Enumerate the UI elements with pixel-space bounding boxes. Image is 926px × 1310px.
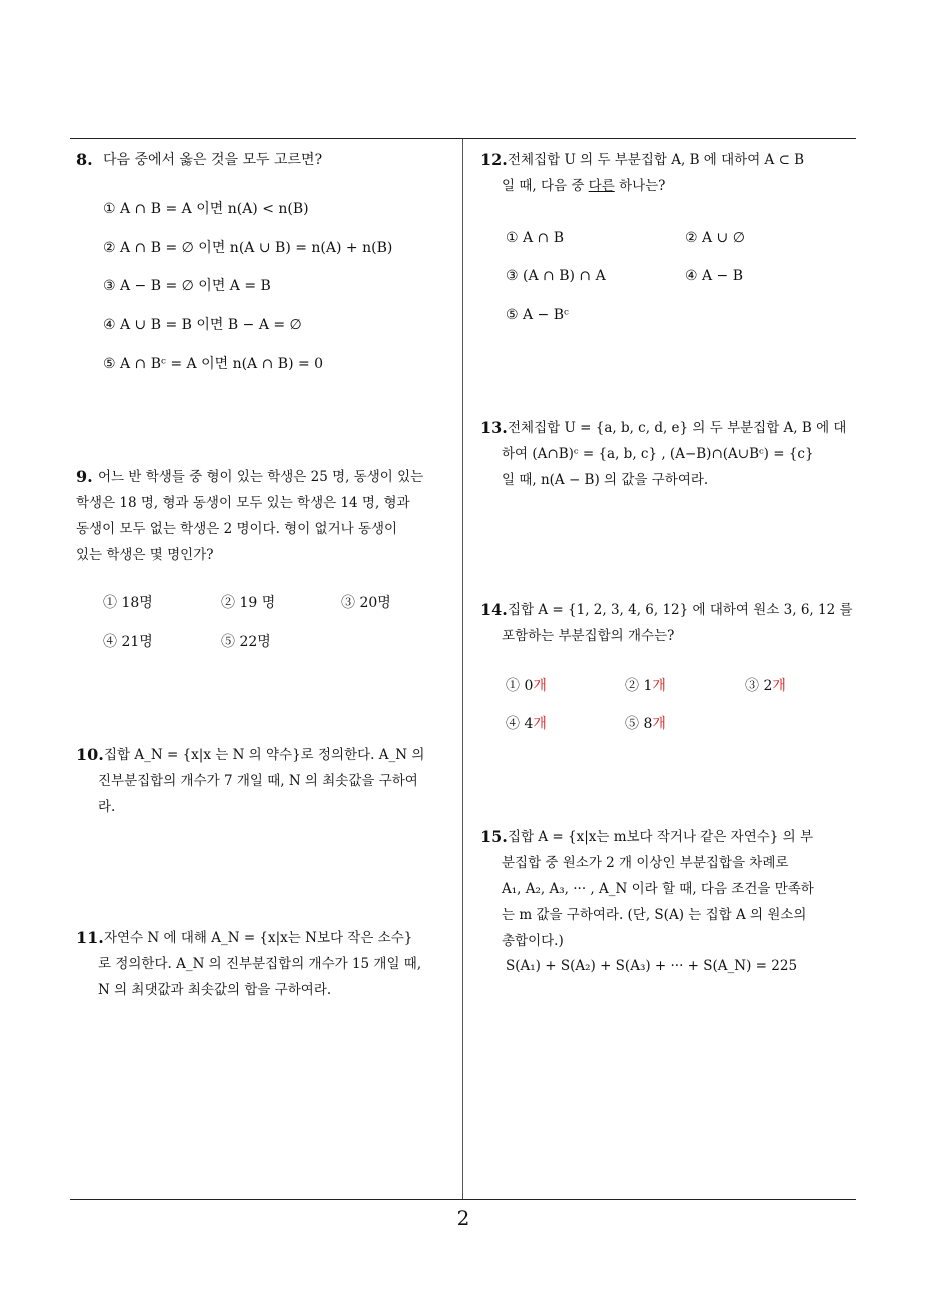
problem-9-option-2[interactable]: ② 19 명 (221, 595, 276, 611)
problem-14-option-5[interactable] (625, 714, 666, 734)
problem-15-line-1: 집합 A = {x|x는 m보다 작거나 같은 자연수} 의 부 (508, 829, 814, 845)
problem-12-option-2[interactable]: ② A ∪ ∅ (685, 230, 745, 246)
problem-9-option-3[interactable]: ③ 20명 (341, 595, 391, 611)
problem-12-line-1: 전체집합 U 의 두 부분집합 A, B 에 대하여 A ⊂ B (508, 152, 805, 168)
problem-13-line-1: 전체집합 U = {a, b, c, d, e} 의 두 부분집합 A, B 에 대 (508, 420, 847, 436)
problem-14-option-5-num: ⑤ 8 (625, 716, 653, 732)
problem-14-number: 14. (480, 600, 508, 619)
problem-10-number: 10. (76, 745, 104, 764)
problem-14-option-3-unit: 개 (772, 678, 786, 694)
problem-14-option-2[interactable] (625, 676, 666, 696)
problem-9-line-2: 학생은 18 명, 형과 동생이 모두 있는 학생은 14 명, 형과 (76, 495, 410, 511)
problem-12-line-2-pre: 일 때, 다음 중 (502, 178, 589, 194)
problem-15-line-2: 분집합 중 원소가 2 개 이상인 부분집합을 차례로 (502, 855, 789, 871)
problem-8-option-1[interactable]: ① A ∩ B = A 이면 n(A) < n(B) (103, 201, 309, 217)
problem-12-option-5[interactable]: ⑤ A − Bᶜ (506, 307, 569, 323)
problem-14-option-1-unit: 개 (533, 678, 547, 694)
problem-11-line-1: 자연수 N 에 대해 A_N = {x|x는 N보다 작은 소수} (104, 930, 413, 946)
problem-15-line-4: 는 m 값을 구하여라. (단, S(A) 는 집합 A 의 원소의 (502, 907, 807, 923)
problem-12-number: 12. (480, 150, 508, 169)
problem-13 (480, 415, 865, 493)
problem-12 (480, 147, 860, 199)
problem-15-formula: S(A₁) + S(A₂) + S(A₃) + ··· + S(A_N) = 225 (506, 958, 798, 974)
problem-13-number: 13. (480, 418, 508, 437)
problem-10-line-2: 진부분집합의 개수가 7 개일 때, N 의 최솟값을 구하여 (98, 773, 418, 789)
problem-14-line-1: 집합 A = {1, 2, 3, 4, 6, 12} 에 대하여 원소 3, 6, 12 를 (508, 602, 853, 618)
problem-8-option-4[interactable]: ④ A ∪ B = B 이면 B − A = ∅ (103, 317, 302, 333)
problem-9-option-4[interactable]: ④ 21명 (103, 634, 153, 650)
problem-8-option-2[interactable]: ② A ∩ B = ∅ 이면 n(A ∪ B) = n(A) + n(B) (103, 240, 393, 256)
problem-14-line-2: 포함하는 부분집합의 개수는? (502, 628, 675, 644)
problem-9-line-1: 어느 반 학생들 중 형이 있는 학생은 25 명, 동생이 있는 (98, 469, 424, 485)
problem-14 (480, 597, 865, 649)
problem-8-number: 8. (76, 150, 93, 169)
problem-9-line-3: 동생이 모두 없는 학생은 2 명이다. 형이 없거나 동생이 (76, 521, 398, 537)
problem-8-option-3[interactable]: ③ A − B = ∅ 이면 A = B (103, 278, 271, 294)
problem-9-line-4: 있는 학생은 몇 명인가? (76, 547, 214, 563)
problem-8-question: 다음 중에서 옳은 것을 모두 고르면? (103, 152, 323, 168)
problem-9-option-1[interactable]: ① 18명 (103, 595, 153, 611)
problem-14-option-4[interactable] (506, 714, 547, 734)
problem-14-option-2-num: ② 1 (625, 678, 653, 694)
problem-11 (76, 925, 456, 1003)
problem-12-option-3[interactable]: ③ (A ∩ B) ∩ A (506, 268, 606, 284)
problem-15-line-5: 총합이다.) (502, 933, 564, 949)
problem-14-option-3[interactable] (745, 676, 786, 696)
problem-12-option-4[interactable]: ④ A − B (685, 268, 744, 284)
page-number: 2 (456, 1206, 470, 1230)
problem-10-line-3: 라. (98, 799, 116, 815)
problem-8 (76, 147, 456, 173)
problem-14-option-4-unit: 개 (533, 716, 547, 732)
problem-9 (76, 464, 456, 568)
problem-13-line-3: 일 때, n(A − B) 의 값을 구하여라. (502, 472, 709, 488)
problem-14-option-1[interactable] (506, 676, 547, 696)
top-rule (70, 138, 856, 139)
problem-11-line-2: 로 정의한다. A_N 의 진부분집합의 개수가 15 개일 때, (98, 956, 422, 972)
problem-8-option-5[interactable]: ⑤ A ∩ Bᶜ = A 이면 n(A ∩ B) = 0 (103, 356, 324, 372)
problem-9-number: 9. (76, 467, 93, 486)
column-divider (462, 139, 463, 1199)
problem-15 (480, 824, 865, 954)
problem-12-option-1[interactable]: ① A ∩ B (506, 230, 565, 246)
problem-11-number: 11. (76, 928, 104, 947)
problem-12-line-2-post: 하나는? (614, 178, 666, 194)
problem-12-underlined-word: 다른 (588, 178, 615, 194)
problem-14-option-5-unit: 개 (652, 716, 666, 732)
problem-14-option-1-num: ① 0 (506, 678, 534, 694)
bottom-rule (70, 1199, 856, 1200)
problem-15-number: 15. (480, 827, 508, 846)
problem-14-option-2-unit: 개 (652, 678, 666, 694)
problem-11-line-3: N 의 최댓값과 최솟값의 합을 구하여라. (98, 982, 332, 998)
problem-14-option-4-num: ④ 4 (506, 716, 534, 732)
problem-9-option-5[interactable]: ⑤ 22명 (221, 634, 271, 650)
problem-10-line-1: 집합 A_N = {x|x 는 N 의 약수}로 정의한다. A_N 의 (104, 747, 425, 763)
problem-10 (76, 742, 456, 820)
problem-15-line-3: A₁, A₂, A₃, ··· , A_N 이라 할 때, 다음 조건을 만족하 (502, 881, 814, 897)
problem-14-option-3-num: ③ 2 (745, 678, 773, 694)
problem-13-line-2: 하여 (A∩B)ᶜ = {a, b, c} , (A−B)∩(A∪Bᶜ) = {c} (502, 446, 814, 462)
